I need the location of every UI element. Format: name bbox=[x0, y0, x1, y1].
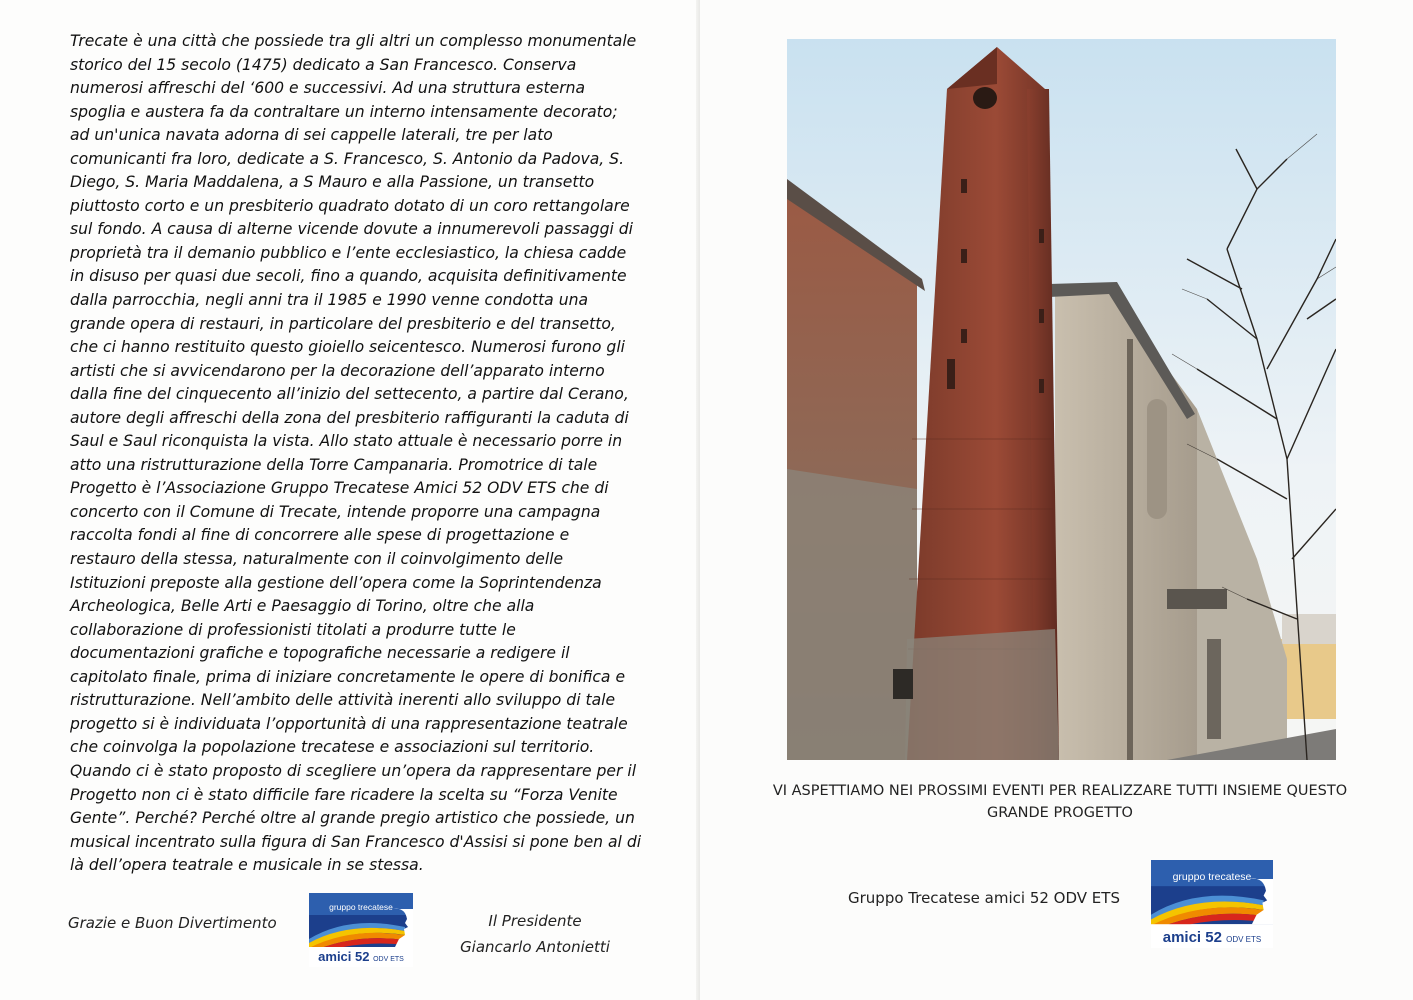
history-text bbox=[70, 30, 642, 878]
president-title: Il Presidente bbox=[488, 912, 582, 930]
text-line: spoglia e austera fa da contraltare un interno intensamente decorato; bbox=[70, 102, 618, 121]
text-line: collaborazione di professionisti titolati a produrre tutte le bbox=[70, 620, 516, 639]
logo-top-text: gruppo trecatese bbox=[329, 902, 393, 912]
text-line: dalla parrocchia, negli anni tra il 1985 e 1990 venne condotta una bbox=[70, 291, 589, 310]
president-name: Giancarlo Antonietti bbox=[460, 938, 610, 956]
text-line: progetto si è individuata l’opportunità di una rappresentazione teatrale bbox=[70, 714, 628, 733]
text-line: che ci hanno restituito questo gioiello seicentesco. Numerosi furono gli bbox=[70, 338, 625, 357]
text-line: Trecate è una città che possiede tra gli altri un complesso monumentale bbox=[70, 32, 637, 50]
group-name: Gruppo Trecatese amici 52 ODV ETS bbox=[848, 889, 1120, 907]
text-line: Progetto non ci è stato difficile fare ricadere la scelta su “Forza Venite bbox=[70, 785, 618, 804]
text-line: capitolato finale, prima di iniziare concretamente le opere di bonifica e bbox=[70, 667, 626, 686]
logo-top-text: gruppo trecatese bbox=[1172, 871, 1252, 883]
text-line: là dell’opera teatrale e musicale in se stessa. bbox=[70, 856, 424, 875]
text-line: autore degli affreschi della zona del presbiterio raffiguranti la caduta di bbox=[70, 408, 629, 427]
text-line: Saul e Saul riconquista la vista. Allo stato attuale è necessario porre in bbox=[70, 432, 623, 451]
text-line: Archeologica, Belle Arti e Paesaggio di Torino, oltre che alla bbox=[70, 597, 535, 616]
text-line: Quando ci è stato proposto di scegliere un’opera da rappresentare per il bbox=[70, 761, 637, 780]
text-line: numerosi affreschi del ‘600 e successivi. Ad una struttura esterna bbox=[70, 79, 586, 98]
invitation-line-1: VI ASPETTIAMO NEI PROSSIMI EVENTI PER REALIZZARE TUTTI INSIEME QUESTO bbox=[772, 783, 1348, 799]
text-line: ad un'unica navata adorna di sei cappelle laterali, tre per lato bbox=[70, 126, 553, 145]
text-line: dalla fine del cinquecento all’inizio del settecento, a partire dal Cerano, bbox=[70, 385, 629, 404]
president-signature bbox=[440, 908, 630, 960]
text-line: in disuso per quasi due secoli, fino a quando, acquisita definitivamente bbox=[70, 267, 627, 286]
text-line: restauro della stessa, naturalmente con il coinvolgimento delle bbox=[70, 550, 564, 569]
text-line: Istituzioni preposte alla gestione dell’opera come la Soprintendenza bbox=[70, 573, 602, 592]
text-line: grande opera di restauri, in particolare del presbiterio e del transetto, bbox=[70, 314, 616, 333]
text-line: comunicanti fra loro, dedicate a S. Francesco, S. Antonio da Padova, S. bbox=[70, 149, 625, 168]
association-logo-small bbox=[309, 893, 413, 967]
invitation-text bbox=[760, 780, 1360, 824]
text-line: storico del 15 secolo (1475) dedicato a San Francesco. Conserva bbox=[70, 55, 577, 74]
invitation-line-2: GRANDE PROGETTO bbox=[987, 805, 1133, 821]
text-line: che coinvolga la popolazione trecatese e associazioni sul territorio. bbox=[70, 738, 595, 757]
text-line: ristrutturazione. Nell’ambito delle attività inerenti allo sviluppo di tale bbox=[70, 691, 616, 710]
text-line: proprietà tra il demanio pubblico e l’ente ecclesiastico, la chiesa cadde bbox=[70, 243, 627, 262]
left-page bbox=[0, 0, 700, 1000]
text-line: piuttosto corto e un presbiterio quadrato dotato di un coro rettangolare bbox=[70, 196, 630, 215]
text-line: Gente”. Perché? Perché oltre al grande pregio artistico che possiede, un bbox=[70, 809, 635, 828]
text-line: artisti che si avvicendarono per la decorazione dell’apparato interno bbox=[70, 361, 605, 380]
association-logo-large bbox=[1151, 860, 1273, 948]
text-line: sul fondo. A causa di alterne vicende dovute a innumerevoli passaggi di bbox=[70, 220, 633, 239]
logo-name: amici 52 ODV ETS bbox=[1162, 929, 1262, 946]
text-line: musical incentrato sulla figura di San Francesco d'Assisi si pone ben al di bbox=[70, 832, 642, 851]
text-line: Progetto è l’Associazione Gruppo Trecatese Amici 52 ODV ETS che di bbox=[70, 479, 609, 498]
bell-tower-photo bbox=[787, 39, 1336, 760]
text-line: Diego, S. Maria Maddalena, a S Mauro e alla Passione, un transetto bbox=[70, 173, 595, 192]
text-line: atto una ristrutturazione della Torre Campanaria. Promotrice di tale bbox=[70, 455, 598, 474]
closing-greeting: Grazie e Buon Divertimento bbox=[68, 914, 277, 932]
logo-name: amici 52 ODV ETS bbox=[318, 949, 404, 964]
text-line: concerto con il Comune di Trecate, intende proporre una campagna bbox=[70, 502, 601, 521]
text-line: raccolta fondi al fine di concorrere alle spese di progettazione e bbox=[70, 526, 570, 545]
text-line: documentazioni grafiche e topografiche necessarie a redigere il bbox=[70, 644, 570, 663]
